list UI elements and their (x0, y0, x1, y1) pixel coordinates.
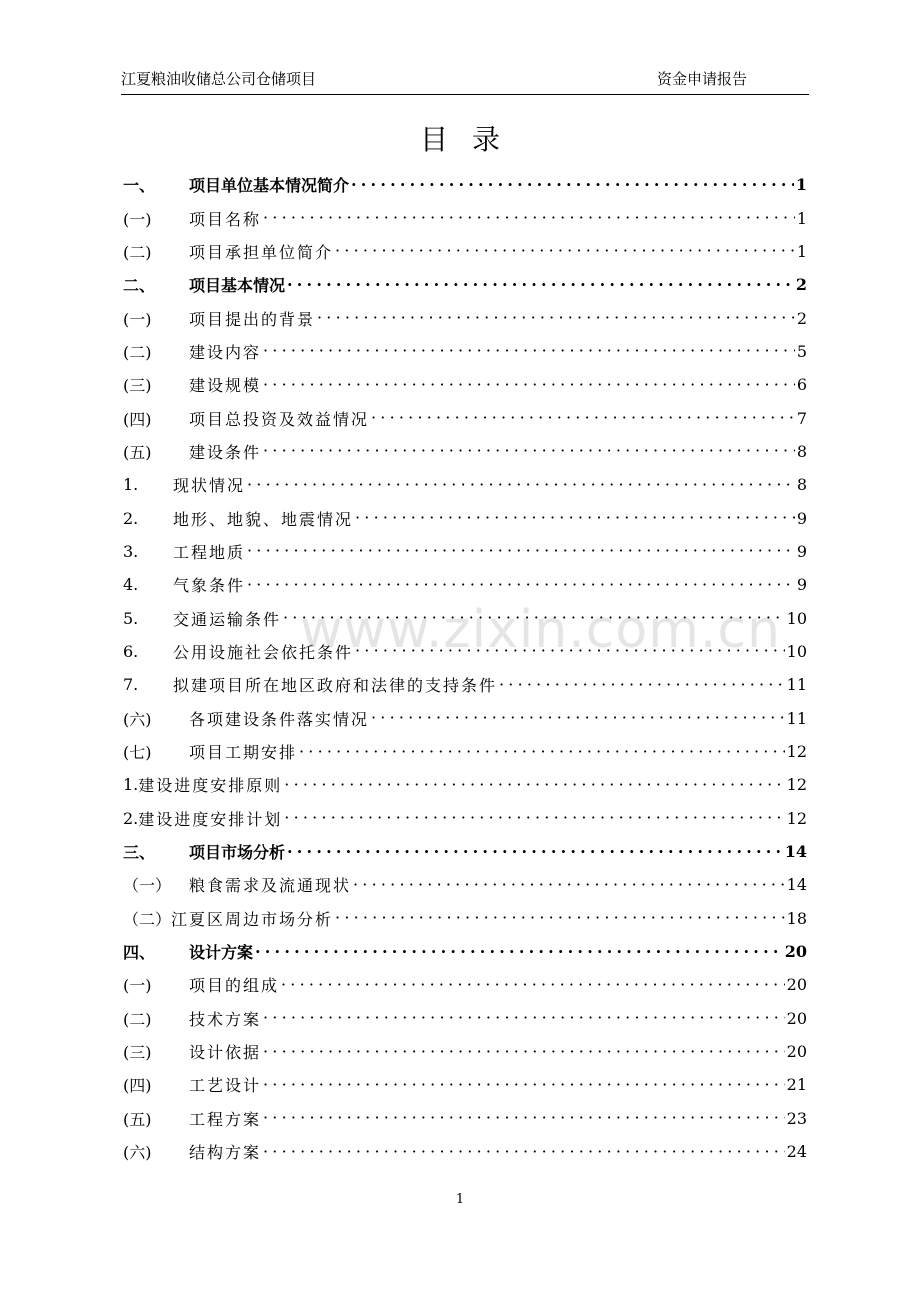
toc-entry-label: 项目单位基本情况简介 (189, 176, 350, 196)
toc-entry-label: 地形、地貌、地震情况 (173, 509, 354, 529)
toc-leader-dots (335, 908, 785, 928)
toc-entry-label: 项目总投资及效益情况 (189, 409, 370, 429)
toc-entry[interactable] (123, 1135, 807, 1168)
header-project-name: 江夏粮油收储总公司仓储项目 (121, 70, 317, 88)
toc-leader-dots (287, 842, 783, 862)
toc-entry-label: 项目提出的背景 (189, 309, 316, 329)
toc-leader-dots (263, 1108, 785, 1128)
toc-entry-number: 5. (123, 608, 139, 628)
toc-entry-page: 20 (784, 942, 807, 962)
toc-entry-number: (六) (123, 709, 152, 729)
toc-entry-label: 各项建设条件落实情况 (189, 709, 370, 729)
toc-entry[interactable] (123, 401, 807, 434)
toc-entry[interactable] (123, 168, 807, 201)
toc-entry-number: (四) (123, 1076, 152, 1096)
toc-entry-label: 工艺设计 (189, 1076, 262, 1096)
toc-leader-dots (299, 742, 785, 762)
toc-entry[interactable] (123, 935, 807, 968)
toc-leader-dots (263, 341, 795, 361)
toc-entry-page: 20 (786, 975, 807, 995)
toc-entry-page: 2 (795, 275, 807, 295)
toc-entry-label: 项目承担单位简介 (189, 242, 334, 262)
toc-entry[interactable] (123, 468, 807, 501)
toc-entry-label: 建设规模 (189, 376, 262, 396)
toc-entry-page: 12 (786, 775, 807, 795)
toc-entry-page: 20 (786, 1042, 807, 1062)
toc-leader-dots (371, 708, 785, 728)
toc-entry-number: (二) (123, 242, 152, 262)
toc-entry[interactable] (123, 1068, 807, 1101)
toc-leader-dots (371, 408, 795, 428)
toc-entry[interactable] (123, 702, 807, 735)
toc-entry-label: 结构方案 (189, 1143, 262, 1163)
toc-entry-number: 2. (123, 508, 139, 528)
toc-entry-number: 1. (123, 775, 139, 795)
toc-leader-dots (351, 175, 794, 195)
toc-entry-page: 9 (796, 508, 807, 528)
toc-entry[interactable] (123, 902, 807, 935)
toc-leader-dots (287, 275, 794, 295)
toc-entry[interactable] (123, 368, 807, 401)
toc-entry[interactable] (123, 435, 807, 468)
toc-entry-page: 9 (796, 575, 807, 595)
toc-leader-dots (247, 575, 795, 595)
toc-title: 目录 (419, 123, 524, 156)
toc-entry-page: 14 (784, 842, 807, 862)
toc-entry-page: 9 (796, 541, 807, 561)
toc-leader-dots (263, 1075, 785, 1095)
toc-entry-number: (五) (123, 442, 152, 462)
toc-entry-number: (二) (123, 1009, 152, 1029)
toc-entry-number: （二） (123, 909, 172, 929)
toc-leader-dots (255, 942, 783, 962)
toc-entry-page: 1 (796, 208, 807, 228)
toc-entry[interactable] (123, 201, 807, 234)
toc-entry-number: (一) (123, 309, 152, 329)
toc-leader-dots (247, 541, 795, 561)
toc-entry-number: 3. (123, 541, 139, 561)
toc-entry-label: 项目的组成 (189, 976, 280, 996)
toc-entry-page: 11 (786, 708, 807, 728)
toc-entry-label: 粮食需求及流通现状 (189, 876, 352, 896)
toc-entry[interactable] (123, 868, 807, 901)
toc-entry[interactable] (123, 802, 807, 835)
toc-entry-number: (六) (123, 1143, 152, 1163)
toc-leader-dots (263, 375, 795, 395)
toc-entry[interactable] (123, 235, 807, 268)
toc-entry-number: 4. (123, 575, 139, 595)
toc-entry-page: 12 (786, 742, 807, 762)
toc-entry-page: 8 (796, 475, 807, 495)
toc-leader-dots (263, 1008, 785, 1028)
toc-entry-label: 项目工期安排 (189, 743, 298, 763)
toc-entry[interactable] (123, 1002, 807, 1035)
toc-entry-label: 现状情况 (173, 476, 246, 496)
toc-entry-number: 1. (123, 475, 139, 495)
toc-entry-label: 工程方案 (189, 1109, 262, 1129)
toc-entry-label: 建设内容 (189, 342, 262, 362)
toc-leader-dots (263, 1042, 785, 1062)
toc-entry-page: 10 (786, 641, 807, 661)
toc-leader-dots (263, 1142, 785, 1162)
toc-entry-page: 5 (796, 341, 807, 361)
toc-entry-number: 二、 (123, 276, 156, 296)
toc-entry[interactable] (123, 1035, 807, 1068)
toc-entry-page: 21 (786, 1075, 807, 1095)
toc-leader-dots (284, 775, 784, 795)
toc-entry[interactable] (123, 768, 807, 801)
toc-entry-label: 工程地质 (173, 542, 246, 562)
toc-entry[interactable] (123, 501, 807, 534)
toc-entry-label: 项目市场分析 (189, 843, 286, 863)
toc-entry[interactable] (123, 301, 807, 334)
toc-entry-number: (一) (123, 209, 152, 229)
toc-leader-dots (353, 875, 785, 895)
toc-entry-label: 项目名称 (189, 209, 262, 229)
toc-entry-label: 设计方案 (189, 943, 254, 963)
toc-entry-number: (七) (123, 743, 152, 763)
toc-leader-dots (499, 675, 785, 695)
toc-entry-label: 交通运输条件 (173, 609, 282, 629)
toc-entry-number: (三) (123, 1043, 152, 1063)
toc-entry-label: 公用设施社会依托条件 (173, 642, 354, 662)
toc-entry[interactable] (123, 1102, 807, 1135)
toc-entry-page: 23 (786, 1108, 807, 1128)
toc-entry[interactable] (123, 668, 807, 701)
toc-entry-page: 14 (786, 875, 807, 895)
toc-entry-label: 拟建项目所在地区政府和法律的支持条件 (173, 676, 498, 696)
toc-entry-number: 2. (123, 808, 139, 828)
page-number: 1 (455, 1192, 465, 1207)
toc-entry[interactable] (123, 735, 807, 768)
toc-leader-dots (317, 308, 795, 328)
toc-entry[interactable] (123, 535, 807, 568)
toc-entry-number: 7. (123, 675, 139, 695)
toc-entry-page: 8 (796, 441, 807, 461)
toc-entry-number: (二) (123, 342, 152, 362)
toc-entry[interactable] (123, 335, 807, 368)
toc-entry-page: 20 (786, 1008, 807, 1028)
toc-entry-number: 四、 (123, 943, 156, 963)
toc-entry-label: 技术方案 (189, 1009, 262, 1029)
toc-entry-label: 设计依据 (189, 1043, 262, 1063)
toc-entry-page: 24 (786, 1142, 807, 1162)
toc-leader-dots (263, 441, 795, 461)
toc-leader-dots (284, 808, 784, 828)
toc-entry-page: 1 (796, 241, 807, 261)
toc-entry-number: (四) (123, 409, 152, 429)
toc-entry-page: 11 (786, 675, 807, 695)
toc-leader-dots (335, 241, 795, 261)
toc-entry-page: 1 (795, 175, 807, 195)
toc-leader-dots (281, 975, 785, 995)
toc-entry-label: 项目基本情况 (189, 276, 286, 296)
toc-entry-page: 18 (786, 908, 807, 928)
toc-entry-number: (一) (123, 976, 152, 996)
toc-entry-label: 建设条件 (189, 442, 262, 462)
toc-entry[interactable] (123, 268, 807, 301)
toc-entry-page: 2 (796, 308, 807, 328)
toc-entry[interactable] (123, 835, 807, 868)
toc-entry-number: 一、 (123, 176, 156, 196)
watermark: www.zixin.com.cn (300, 600, 781, 660)
toc-entry-label: 气象条件 (173, 576, 246, 596)
toc-leader-dots (263, 208, 795, 228)
toc-entry-page: 6 (796, 375, 807, 395)
toc-entry-page: 7 (796, 408, 807, 428)
toc-entry-label: 江夏区周边市场分析 (171, 909, 334, 929)
toc-entry-number: (三) (123, 376, 152, 396)
table-of-contents (123, 168, 807, 1168)
toc-leader-dots (355, 508, 795, 528)
toc-entry-number: 三、 (123, 843, 156, 863)
page-header (121, 66, 809, 95)
toc-entry-label: 建设进度安排原则 (138, 776, 283, 796)
toc-entry-number: (五) (123, 1109, 152, 1129)
toc-entry[interactable] (123, 968, 807, 1001)
toc-entry[interactable] (123, 568, 807, 601)
toc-entry-number: （一） (123, 876, 172, 896)
toc-entry-label: 建设进度安排计划 (138, 809, 283, 829)
toc-entry-page: 12 (786, 808, 807, 828)
toc-entry-number: 6. (123, 641, 139, 661)
toc-entry-page: 10 (786, 608, 807, 628)
header-report-type: 资金申请报告 (656, 70, 747, 88)
toc-leader-dots (247, 475, 795, 495)
